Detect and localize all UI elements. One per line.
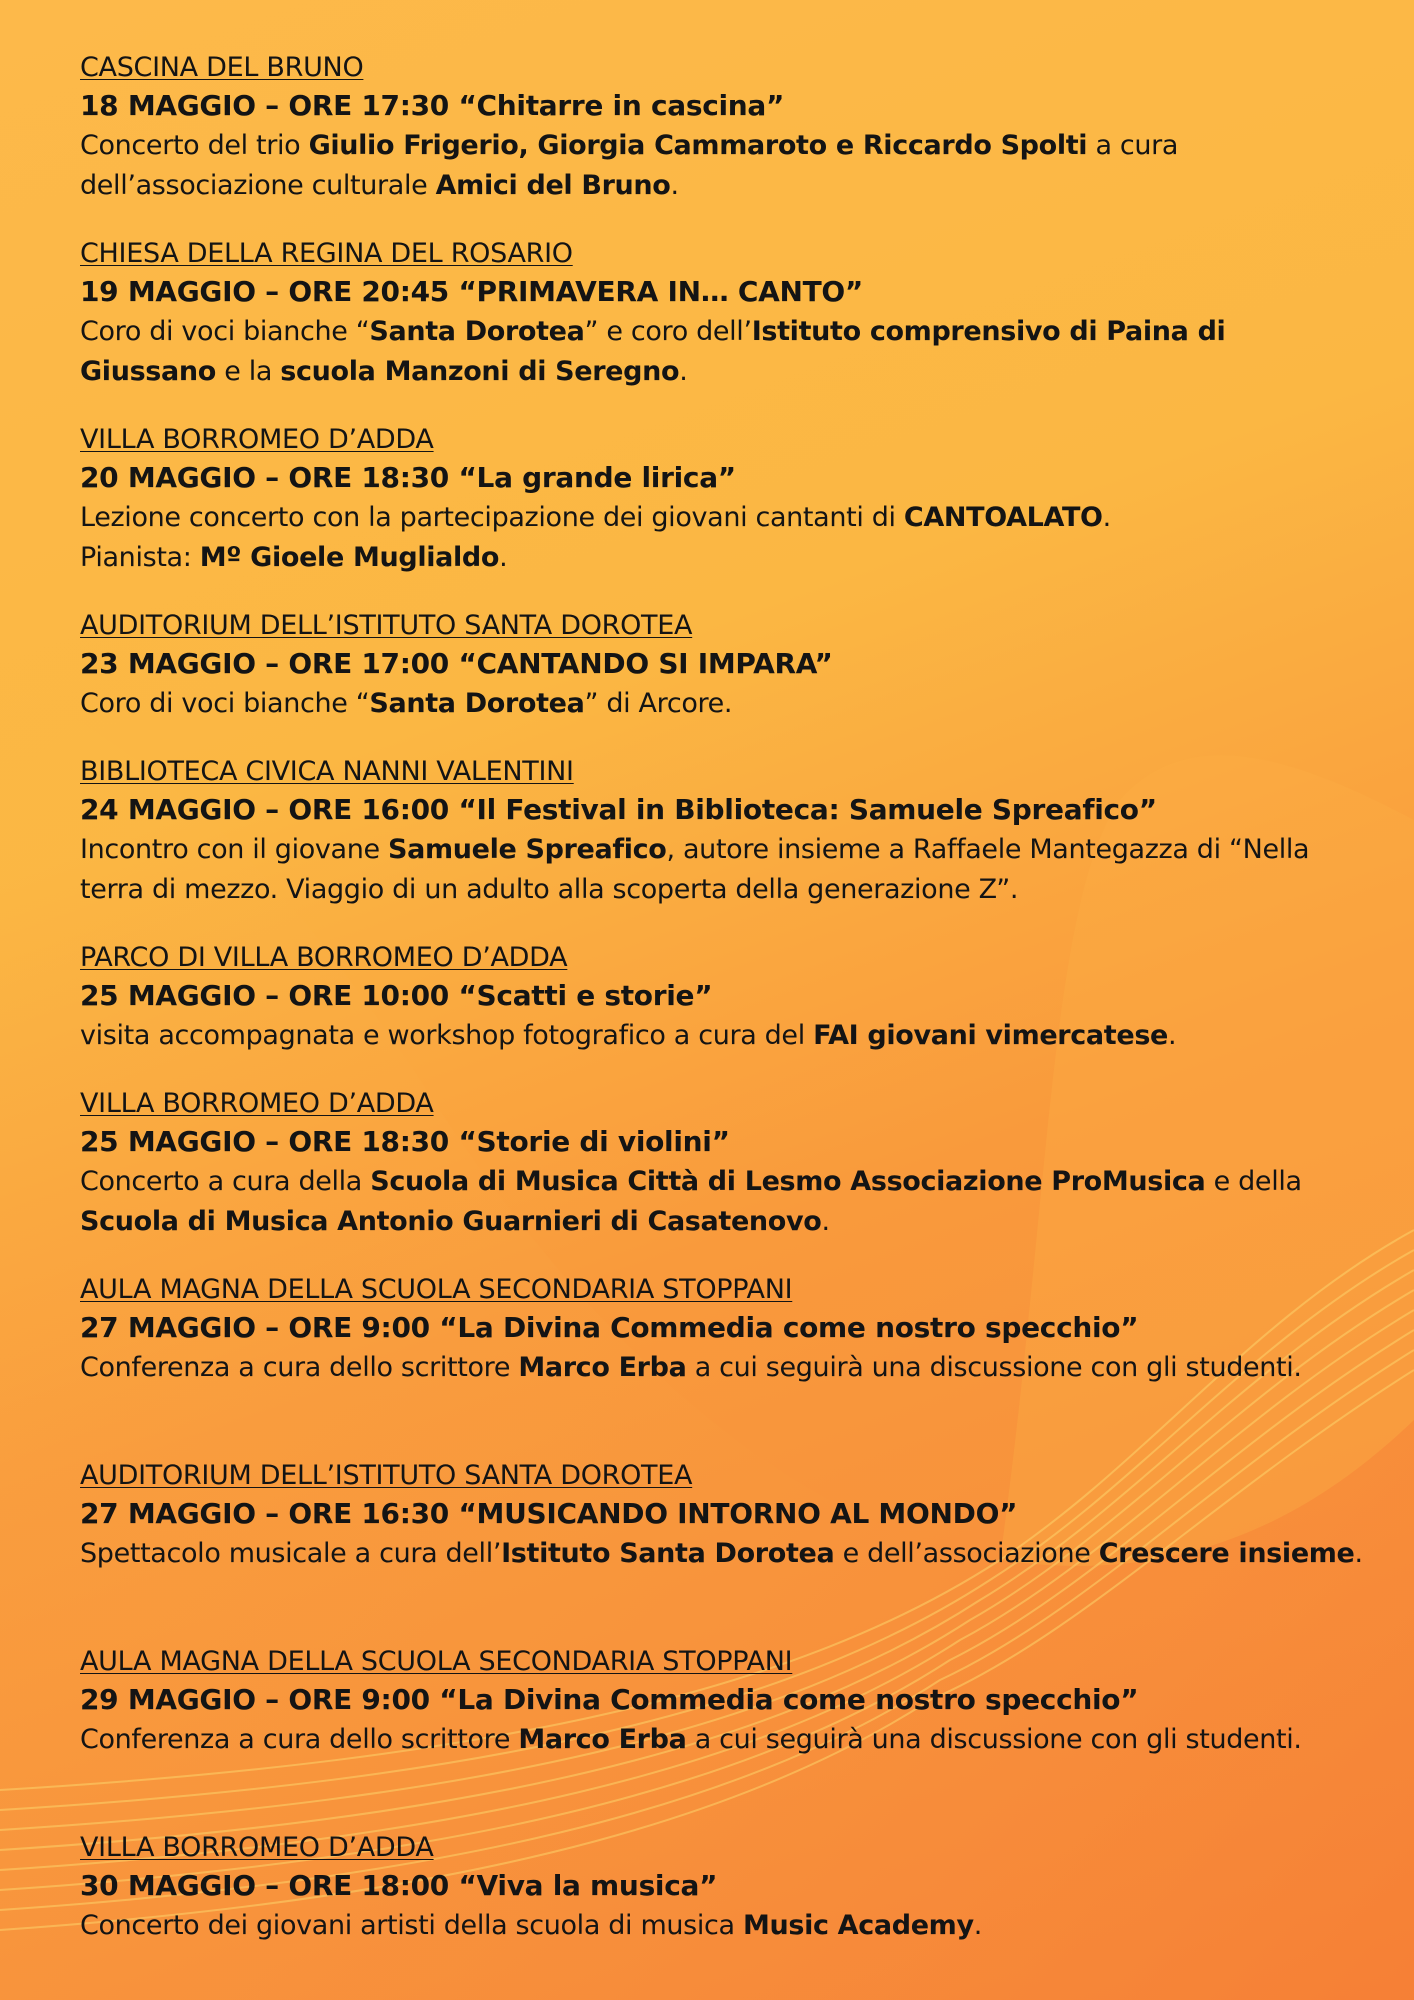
event-heading: 29 MAGGIO – ORE 9:00 “La Divina Commedia come nostro specchio” — [80, 1683, 1139, 1716]
description-bold-text: Marco Erba — [518, 1724, 687, 1755]
description-text: Conferenza a cura dello scrittore — [80, 1352, 519, 1383]
event-list — [80, 50, 1370, 1980]
description-text: e della — [1205, 1166, 1302, 1197]
description-text: . — [1102, 502, 1111, 533]
description-text: Coro di voci bianche “ — [80, 316, 370, 347]
event-venue: VILLA BORROMEO D’ADDA — [80, 1832, 434, 1863]
description-text: e la — [215, 356, 281, 387]
event-description — [80, 684, 1370, 724]
description-bold-text: Amici del Bruno — [435, 170, 671, 201]
event-description — [80, 1906, 1370, 1946]
description-text: , autore insieme a Raffaele Mantegazza di “Nella terra di mezzo. Viaggio di un adulto alla scoperta della generazione Z”. — [80, 834, 1310, 905]
event-heading: 24 MAGGIO – ORE 16:00 “Il Festival in Biblioteca: Samuele Spreafico” — [80, 793, 1157, 826]
event-heading: 25 MAGGIO – ORE 18:30 “Storie di violini” — [80, 1125, 730, 1158]
event-item — [80, 754, 1370, 940]
event-venue: AULA MAGNA DELLA SCUOLA SECONDARIA STOPPANI — [80, 1646, 793, 1677]
event-item — [80, 50, 1370, 236]
description-text: . — [1168, 1020, 1177, 1051]
event-venue: PARCO DI VILLA BORROMEO D’ADDA — [80, 942, 568, 973]
description-bold-text: Samuele Spreafico — [387, 834, 667, 865]
event-heading: 30 MAGGIO – ORE 18:00 “Viva la musica” — [80, 1869, 718, 1902]
description-text: a cura dell’associazione culturale — [80, 130, 1179, 201]
event-description — [80, 1348, 1370, 1388]
event-venue: CASCINA DEL BRUNO — [80, 52, 364, 83]
description-text: Concerto del trio — [80, 130, 309, 161]
event-item — [80, 608, 1370, 754]
description-text: . — [670, 170, 679, 201]
description-text: . — [679, 356, 688, 387]
event-description — [80, 312, 1370, 392]
event-venue: AULA MAGNA DELLA SCUOLA SECONDARIA STOPPANI — [80, 1274, 793, 1305]
event-description — [80, 1016, 1370, 1056]
description-text: Concerto a cura della — [80, 1166, 371, 1197]
event-venue: BIBLIOTECA CIVICA NANNI VALENTINI — [80, 756, 574, 787]
event-description — [80, 830, 1370, 910]
event-item — [80, 422, 1370, 608]
description-text: a cui seguirà una discussione con gli studenti. — [686, 1352, 1302, 1383]
description-text: visita accompagnata e workshop fotografico a cura del — [80, 1020, 814, 1051]
description-bold-text: CANTOALATO — [903, 502, 1103, 533]
description-bold-text: Marco Erba — [518, 1352, 687, 1383]
event-venue: VILLA BORROMEO D’ADDA — [80, 1088, 434, 1119]
description-bold-text: Santa Dorotea — [369, 688, 585, 719]
event-item — [80, 1458, 1370, 1644]
event-item — [80, 1644, 1370, 1830]
event-heading: 20 MAGGIO – ORE 18:30 “La grande lirica” — [80, 461, 736, 494]
event-item — [80, 1272, 1370, 1458]
description-text: . — [973, 1910, 982, 1941]
event-item — [80, 1086, 1370, 1272]
description-bold-text: Istituto Santa Dorotea — [501, 1538, 835, 1569]
description-text: Pianista: — [80, 542, 200, 573]
event-heading: 25 MAGGIO – ORE 10:00 “Scatti e storie” — [80, 979, 713, 1012]
description-bold-text: Istituto comprensivo di Paina di Giussano — [80, 316, 1226, 387]
description-text: . — [821, 1206, 830, 1237]
event-description — [80, 126, 1370, 206]
event-description — [80, 498, 1370, 578]
event-item — [80, 236, 1370, 422]
event-venue: AUDITORIUM DELL’ISTITUTO SANTA DOROTEA — [80, 610, 693, 641]
description-bold-text: Music Academy — [742, 1910, 974, 1941]
description-text: . — [1354, 1538, 1363, 1569]
description-text: Conferenza a cura dello scrittore — [80, 1724, 519, 1755]
event-venue: VILLA BORROMEO D’ADDA — [80, 424, 434, 455]
description-text: ” e coro dell’ — [584, 316, 752, 347]
description-text: ” di Arcore. — [584, 688, 733, 719]
description-bold-text: Crescere insieme — [1098, 1538, 1355, 1569]
description-text: a cui seguirà una discussione con gli studenti. — [686, 1724, 1302, 1755]
description-bold-text: Santa Dorotea — [369, 316, 585, 347]
event-venue: CHIESA DELLA REGINA DEL ROSARIO — [80, 238, 573, 269]
event-description — [80, 1720, 1370, 1760]
description-bold-text: Scuola di Musica Antonio Guarnieri di Casatenovo — [80, 1206, 822, 1237]
description-text: Coro di voci bianche “ — [80, 688, 370, 719]
description-text: Incontro con il giovane — [80, 834, 388, 865]
description-text: e dell’associazione — [834, 1538, 1099, 1569]
description-text: Spettacolo musicale a cura dell’ — [80, 1538, 502, 1569]
event-heading: 27 MAGGIO – ORE 16:30 “MUSICANDO INTORNO AL MONDO” — [80, 1497, 1018, 1530]
event-heading: 19 MAGGIO – ORE 20:45 “PRIMAVERA IN… CANTO” — [80, 275, 864, 308]
description-text: . — [499, 542, 508, 573]
event-item — [80, 1830, 1370, 1980]
event-description — [80, 1162, 1370, 1242]
description-text: Concerto dei giovani artisti della scuola di musica — [80, 1910, 743, 1941]
event-heading: 27 MAGGIO – ORE 9:00 “La Divina Commedia come nostro specchio” — [80, 1311, 1139, 1344]
description-bold-text: Mº Gioele Muglialdo — [199, 542, 500, 573]
event-description — [80, 1534, 1370, 1574]
event-heading: 23 MAGGIO – ORE 17:00 “CANTANDO SI IMPARA” — [80, 647, 833, 680]
description-bold-text: Scuola di Musica Città di Lesmo Associazione ProMusica — [370, 1166, 1206, 1197]
description-bold-text: scuola Manzoni di Seregno — [280, 356, 680, 387]
description-text: Lezione concerto con la partecipazione dei giovani cantanti di — [80, 502, 904, 533]
event-item — [80, 940, 1370, 1086]
event-venue: AUDITORIUM DELL’ISTITUTO SANTA DOROTEA — [80, 1460, 693, 1491]
event-heading: 18 MAGGIO – ORE 17:30 “Chitarre in cascina” — [80, 89, 785, 122]
description-bold-text: Giulio Frigerio, Giorgia Cammaroto e Riccardo Spolti — [308, 130, 1088, 161]
description-bold-text: FAI giovani vimercatese — [813, 1020, 1169, 1051]
